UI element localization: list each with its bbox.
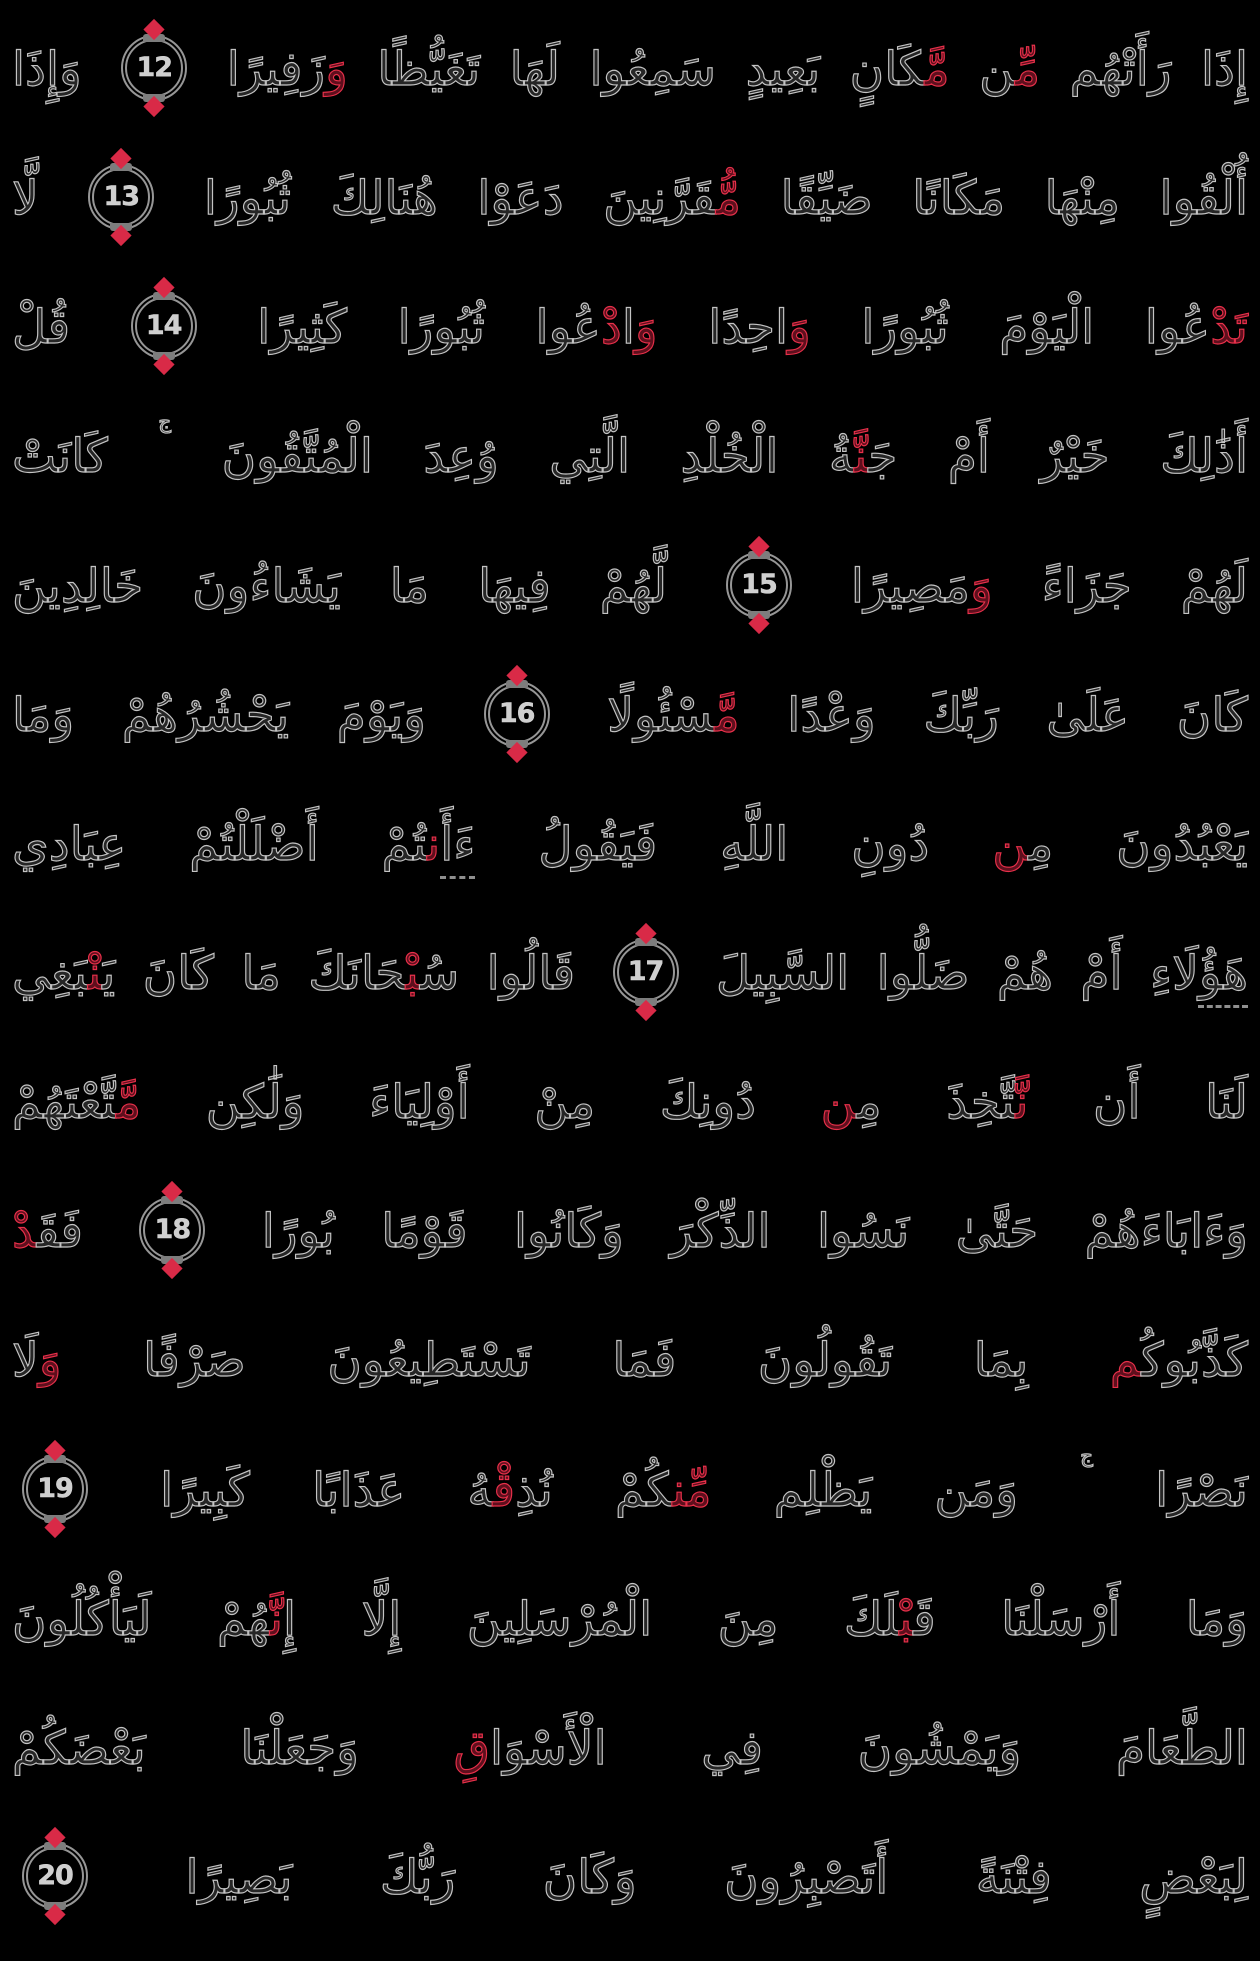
ayah-text-segment: كَانٍ بَعِيدٍ سَمِعُوا لَهَا تَغَيُّظًا <box>347 42 925 97</box>
tajweed-red-segment: وَ <box>970 558 993 614</box>
mushaf-line <box>12 1560 1248 1689</box>
tajweed-red-segment: نَّ <box>854 429 869 485</box>
ayah-text-segment: نَصْرًا <box>1092 1462 1248 1518</box>
verse-medallion <box>139 1197 205 1263</box>
ayah-text-segment: سْئُولًا <box>559 687 715 743</box>
ayah-text-segment: أَذَٰلِكَ خَيْرٌ أَمْ جَ <box>868 429 1249 485</box>
ayah-text-segment: تَّخِذَ مِ <box>856 1075 1016 1131</box>
ayah-text-segment: بِمَا تَقُولُونَ فَمَا تَسْتَطِيعُونَ صَرْفًا <box>61 1333 1110 1389</box>
ayah-text-segment: حَانَكَ مَا كَانَ يَ <box>102 945 406 1001</box>
verse-medallion <box>121 35 187 101</box>
ayah-text-segment: وَمَا أَرْسَلْنَا قَ <box>913 1591 1248 1647</box>
mushaf-line <box>12 1043 1248 1172</box>
ayah-text-segment: دُونِ اللَّهِ فَيَقُولُ <box>475 816 993 872</box>
mushaf-line <box>12 785 1248 914</box>
mushaf-line <box>12 1172 1248 1301</box>
ayah-text-segment: لَّا <box>12 171 79 227</box>
ayah-text-segment: عُوا ثُبُورًا كَثِيرًا <box>206 300 601 356</box>
ayah-text-segment: أُلْقُوا مِنْهَا مَكَانًا ضَيِّقًا <box>741 171 1249 227</box>
waqf-mark: ج <box>158 410 172 434</box>
verse-number: 19 <box>37 1472 73 1504</box>
ayah-text-segment: لَاءِ أَمْ هُمْ ضَلُّوا السَّبِيلَ <box>688 945 1199 1001</box>
verse-number: 20 <box>37 1859 73 1891</box>
verse-medallion <box>22 1456 88 1522</box>
verse-number: 17 <box>627 955 664 987</box>
ayah-text-segment: قُلْ <box>12 300 121 356</box>
ayah-text-segment: تُمْ أَضْلَلْتُمْ عِبَادِي <box>12 816 428 872</box>
ayah-text-segment: وَءَابَاءَهُمْ حَتَّىٰ نَسُوا الذِّكْرَ وَكَانُوا قَوْمًا بُورًا <box>215 1204 1248 1260</box>
tajweed-red-segment: دْ <box>12 1204 37 1260</box>
ayah-text-segment: قَرَّنِينَ دَعَوْا هُنَالِكَ ثُبُورًا <box>164 171 716 227</box>
mushaf-line <box>12 1301 1248 1430</box>
tajweed-red-segment: وَ <box>788 300 811 356</box>
ayah-text-segment: دُونِكَ مِنْ أَوْلِيَاءَ وَلَٰكِن <box>141 1075 821 1131</box>
ayah-text-segment: لَّهُمْ فِيهَا مَا يَشَاءُونَ خَالِدِينَ <box>12 558 716 614</box>
verse-medallion <box>131 293 197 359</box>
ayah-text-segment: يَعْبُدُونَ مِ <box>1028 816 1249 872</box>
ayah-text-segment: فَقَ <box>36 1204 130 1260</box>
ayah-text-segment: كَانَتْ <box>12 429 159 485</box>
mushaf-line <box>12 914 1248 1043</box>
tajweed-red-segment: قْ <box>492 1462 516 1518</box>
tajweed-red-segment: ن <box>427 816 441 872</box>
verse-medallion <box>22 1843 88 1909</box>
tajweed-red-segment: تَدْ <box>1210 300 1248 356</box>
tajweed-red-segment: وَ <box>38 1333 62 1389</box>
verse-number: 15 <box>741 568 777 600</box>
ayah-text-segment: إِذَا رَأَتْهُم <box>1040 42 1249 97</box>
mushaf-line <box>12 1818 1248 1947</box>
verse-number: 14 <box>145 310 182 342</box>
tajweed-red-segment: نْ <box>88 945 103 1001</box>
mushaf-line <box>12 656 1248 785</box>
tajweed-red-segment: مَّ <box>115 1075 142 1131</box>
verse-number: 16 <box>498 697 535 729</box>
tajweed-red-segment: م <box>1109 1333 1142 1389</box>
verse-medallion <box>88 164 154 230</box>
mushaf-line <box>12 1689 1248 1818</box>
ayah-text-segment: كَانَ عَلَىٰ رَبِّكَ وَعْدًا <box>739 687 1249 743</box>
tajweed-red-segment: بْ <box>899 1591 914 1647</box>
verse-medallion <box>484 681 550 747</box>
mushaf-line <box>12 527 1248 656</box>
ayah-text-segment: ا <box>621 300 635 356</box>
ayah-text-segment: لَهُمْ جَزَاءً <box>992 558 1248 614</box>
tajweed-red-segment: مَّ <box>924 42 950 97</box>
tajweed-red-segment: مِّن <box>672 1462 712 1518</box>
ayah-text-segment: بَغِي <box>12 945 89 1001</box>
tajweed-red-segment: نَّ <box>269 1591 284 1647</box>
tajweed-red-segment: نَّ <box>1015 1075 1029 1131</box>
verse-medallion <box>726 552 792 618</box>
tajweed-red-segment: قِ <box>453 1720 491 1776</box>
ayah-text-segment: الطَّعَامَ وَيَمْشُونَ فِي الْأَسْوَا <box>490 1720 1248 1776</box>
tajweed-red-segment: ن <box>820 1075 857 1131</box>
ayah-text-segment: وَجَعَلْنَا بَعْضَكُمْ <box>12 1720 454 1776</box>
tajweed-red-segment: ن <box>992 816 1029 872</box>
ayah-text-segment: هُمْ لَيَأْكُلُونَ <box>12 1591 270 1647</box>
ayah-text-segment: لَنَا أَن <box>1028 1075 1248 1131</box>
tajweed-red-segment: مَّ <box>714 687 740 743</box>
ayah-text-segment: وَيَوْمَ يَحْشُرُهُمْ وَمَا <box>12 687 474 743</box>
ayah-text-segment: كُمْ نُذِ <box>515 1462 673 1518</box>
verse-medallion <box>613 939 679 1005</box>
verse-number: 18 <box>154 1214 191 1246</box>
ayah-text-segment: كَذَّبُوكُ <box>1141 1333 1248 1389</box>
tajweed-red-segment: دْ <box>600 300 622 356</box>
ayah-text-segment: لَكَ مِنَ الْمُرْسَلِينَ إِلَّا إِ <box>283 1591 900 1647</box>
mushaf-line <box>12 10 1248 139</box>
ayah-text-segment: لِبَعْضٍ فِتْنَةً أَتَصْبِرُونَ وَكَانَ رَبُّكَ بَصِيرًا <box>98 1849 1248 1905</box>
tajweed-red-segment: وَ <box>325 42 348 97</box>
ayah-text-segment: وَإِذَا <box>12 42 112 97</box>
ayah-text-segment: قَالُوا سُ <box>419 945 603 1001</box>
tajweed-red-segment: مِّ <box>1014 42 1041 97</box>
mushaf-line <box>12 139 1248 268</box>
ayah-text-segment: ءَأَ <box>440 816 476 872</box>
ayah-text-segment: تَّعْتَهُمْ <box>12 1075 116 1131</box>
ayah-text-segment: وَمَن يَظْلِم <box>711 1462 1081 1518</box>
mushaf-line <box>12 397 1248 526</box>
ayah-text-segment: احِدًا <box>657 300 789 356</box>
mushaf-line <box>12 268 1248 397</box>
tajweed-red-segment: بْ <box>405 945 420 1001</box>
ayah-text-segment: زَفِيرًا <box>197 42 326 97</box>
waqf-mark: ج <box>1080 1443 1093 1467</box>
ayah-text-segment: ةُ الْخُلْدِ الَّتِي وُعِدَ الْمُتَّقُونَ <box>171 429 855 485</box>
ayah-text-segment: هَؤُ <box>1198 945 1248 1001</box>
ayah-text-segment: لَا <box>12 1333 39 1389</box>
tajweed-red-segment: وَ <box>634 300 658 356</box>
ayah-text-segment: ن <box>949 42 1015 97</box>
ayah-text-segment: هُ عَذَابًا كَبِيرًا <box>98 1462 493 1518</box>
mushaf-line <box>12 1431 1248 1560</box>
ayah-text-segment: مَصِيرًا <box>801 558 970 614</box>
tajweed-red-segment: مُّ <box>715 171 742 227</box>
verse-number: 12 <box>136 52 173 83</box>
verse-number: 13 <box>103 181 140 213</box>
ayah-text-segment: عُوا الْيَوْمَ ثُبُورًا <box>810 300 1211 356</box>
